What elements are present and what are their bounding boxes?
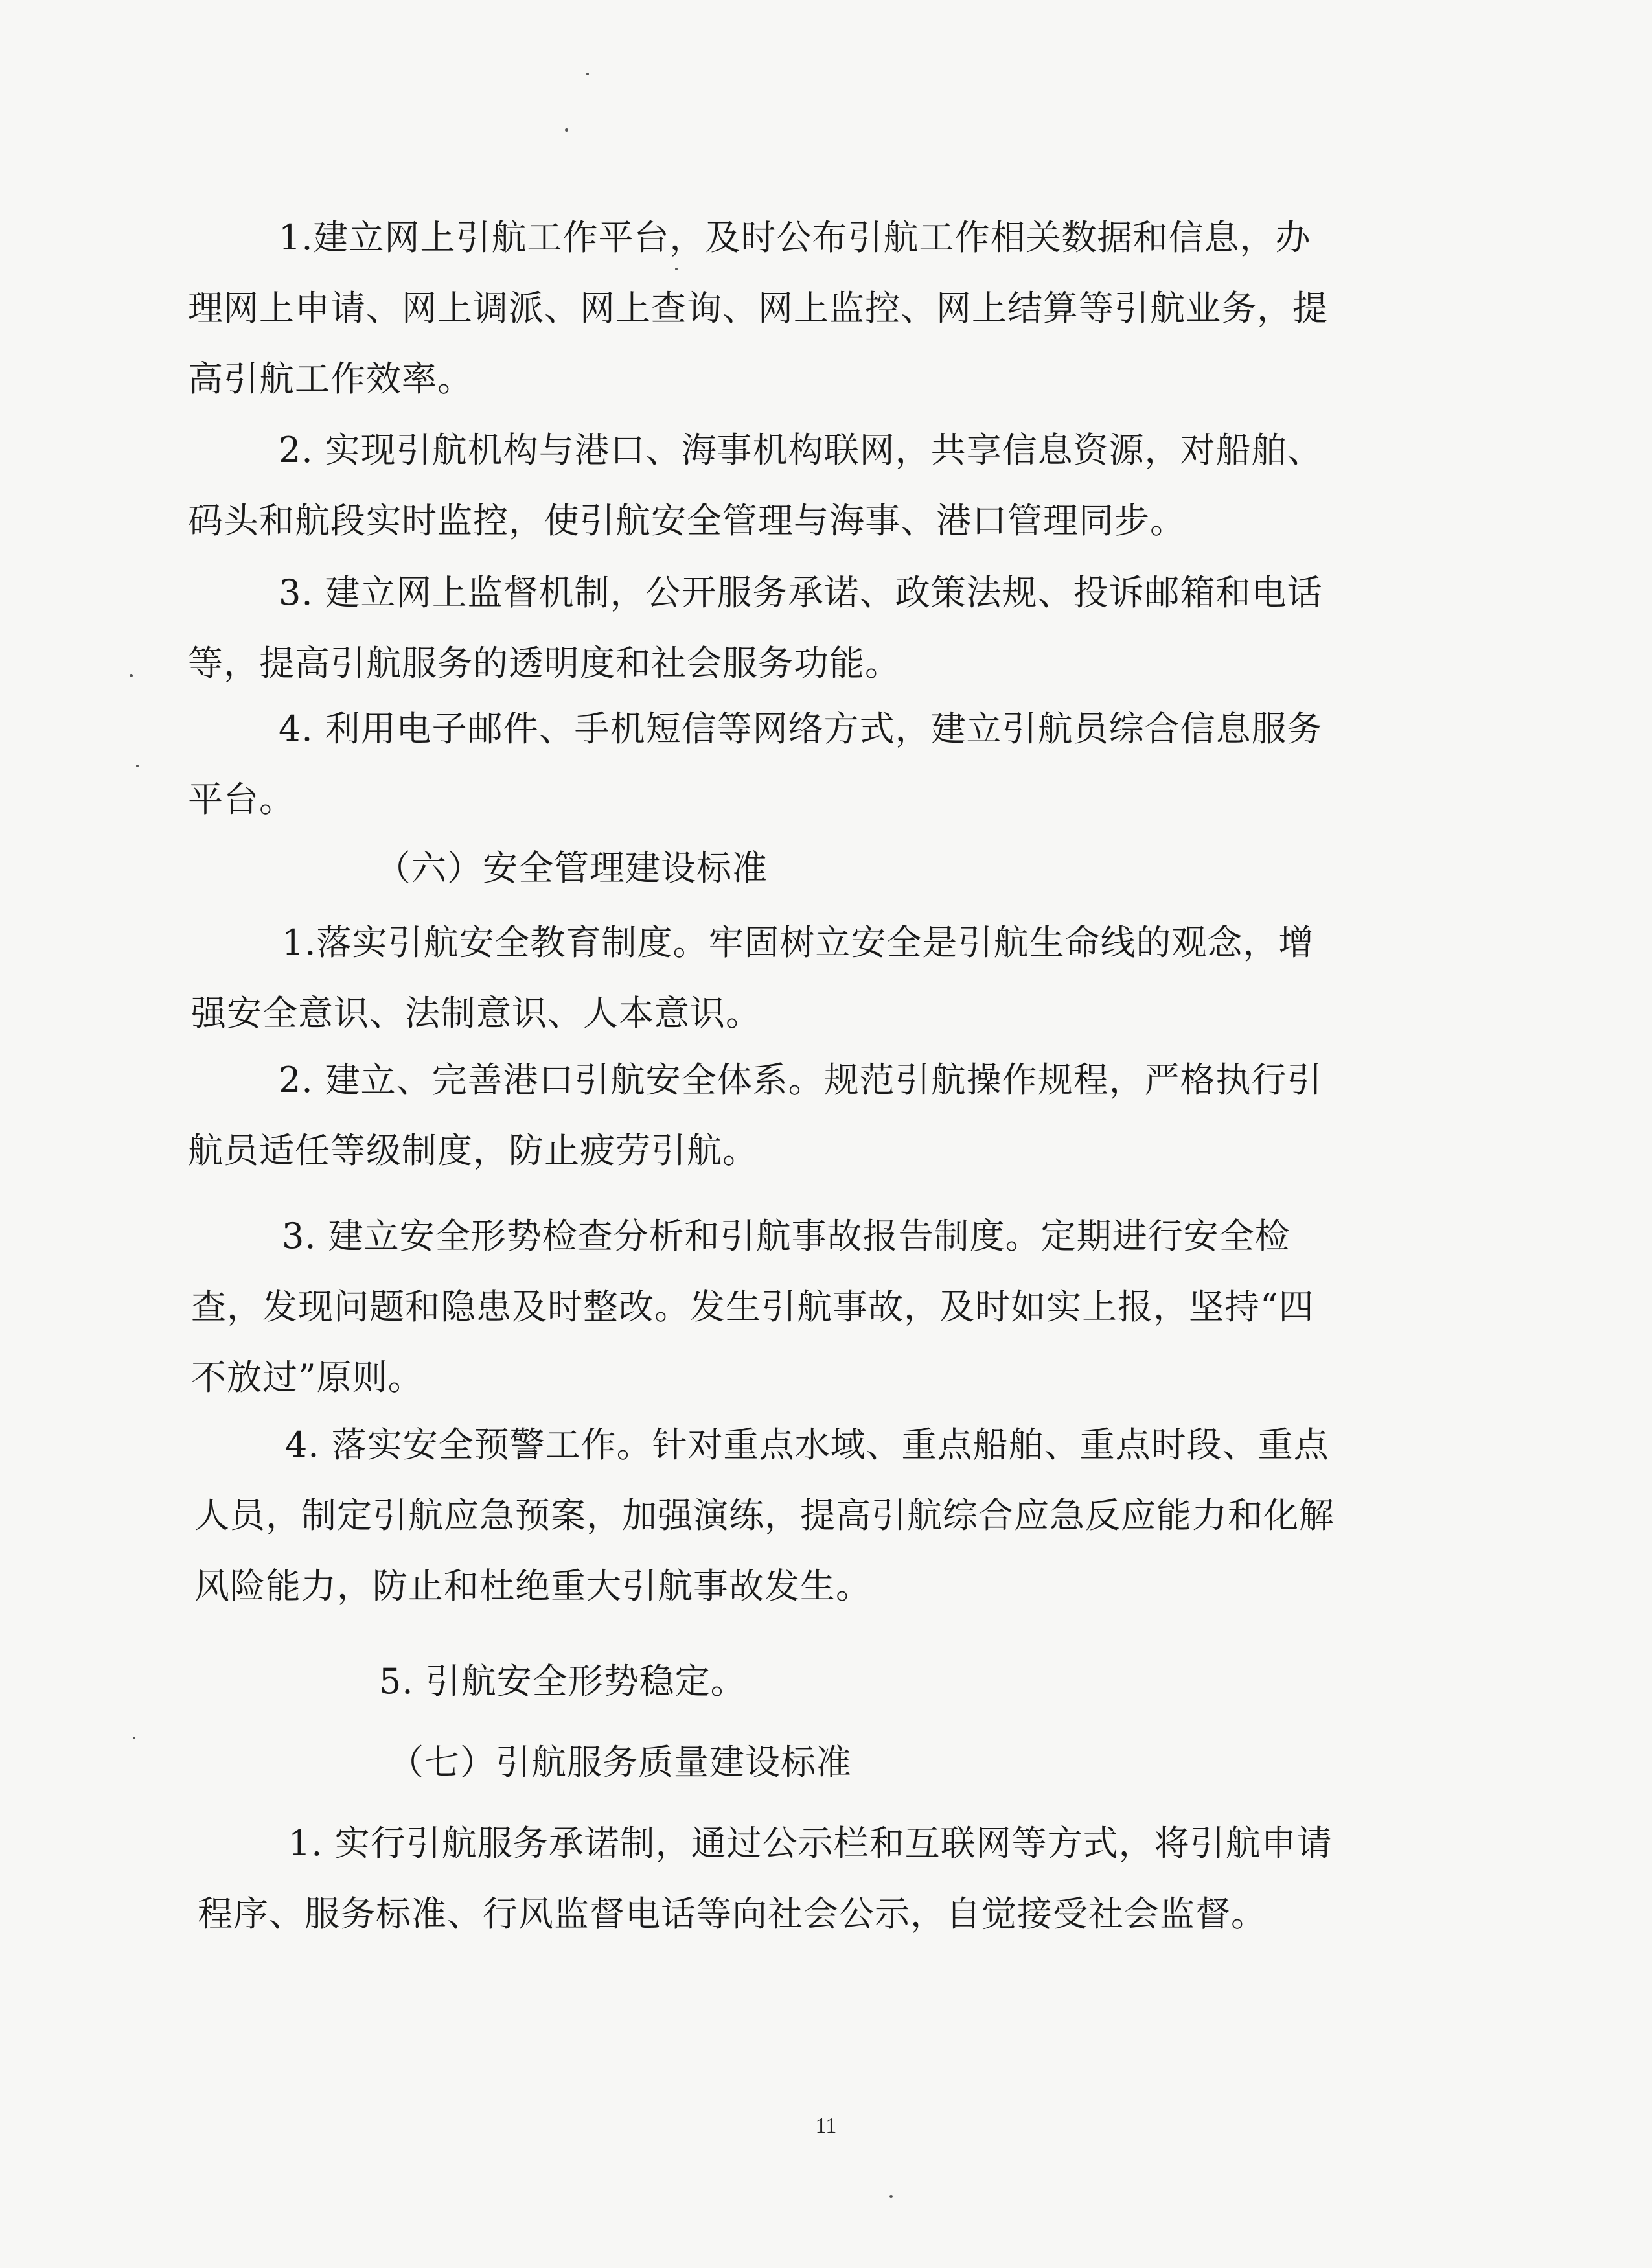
- paragraph-online-supervision: 3. 建立网上监督机制，公开服务承诺、政策法规、投诉邮箱和电话等，提高引航服务的透明度和社会服务功能。: [188, 572, 1323, 684]
- paragraph-safety-warning: 4. 落实安全预警工作。针对重点水域、重点船舶、重点时段、重点人员，制定引航应急预案，加强演练，提高引航综合应急反应能力和化解风险能力，防止和杜绝重大引航事故发生。: [194, 1424, 1335, 1606]
- scan-speck: [130, 674, 133, 677]
- scan-speck: [586, 73, 589, 75]
- paragraph-safety-inspection: 3. 建立安全形势检查分析和引航事故报告制度。定期进行安全检查，发现问题和隐患及时整改。发生引航事故，及时如实上报，坚持“四不放过”原则。: [191, 1216, 1314, 1398]
- paragraph-online-platform: 1.建立网上引航工作平台，及时公布引航工作相关数据和信息，办理网上申请、网上调派、网上查询、网上监控、网上结算等引航业务，提高引航工作效率。: [188, 217, 1328, 399]
- scan-speck: [565, 128, 568, 132]
- paragraph-safety-education: 1.落实引航安全教育制度。牢固树立安全是引航生命线的观念，增强安全意识、法制意识、人本意识。: [191, 922, 1314, 1034]
- scan-speck: [133, 1737, 135, 1739]
- paragraph-network-link: 2. 实现引航机构与港口、海事机构联网，共享信息资源，对船舶、码头和航段实时监控，使引航安全管理与海事、港口管理同步。: [188, 430, 1323, 541]
- paragraph-service-commitment: 1. 实行引航服务承诺制，通过公示栏和互联网等方式，将引航申请程序、服务标准、行风监督电话等向社会公示，自觉接受社会监督。: [198, 1823, 1333, 1934]
- section-heading-safety: （六）安全管理建设标准: [376, 848, 768, 888]
- paragraph-safety-stable: 5. 引航安全形势稳定。: [379, 1661, 746, 1702]
- scan-speck: [136, 765, 139, 767]
- section-heading-service-quality: （七）引航服务质量建设标准: [389, 1742, 852, 1783]
- paragraph-safety-system: 2. 建立、完善港口引航安全体系。规范引航操作规程，严格执行引航员适任等级制度，防止疲劳引航。: [188, 1059, 1323, 1171]
- scan-speck: [889, 2195, 893, 2198]
- paragraph-info-service: 4. 利用电子邮件、手机短信等网络方式，建立引航员综合信息服务平台。: [188, 708, 1323, 820]
- page-number: 11: [815, 2114, 837, 2138]
